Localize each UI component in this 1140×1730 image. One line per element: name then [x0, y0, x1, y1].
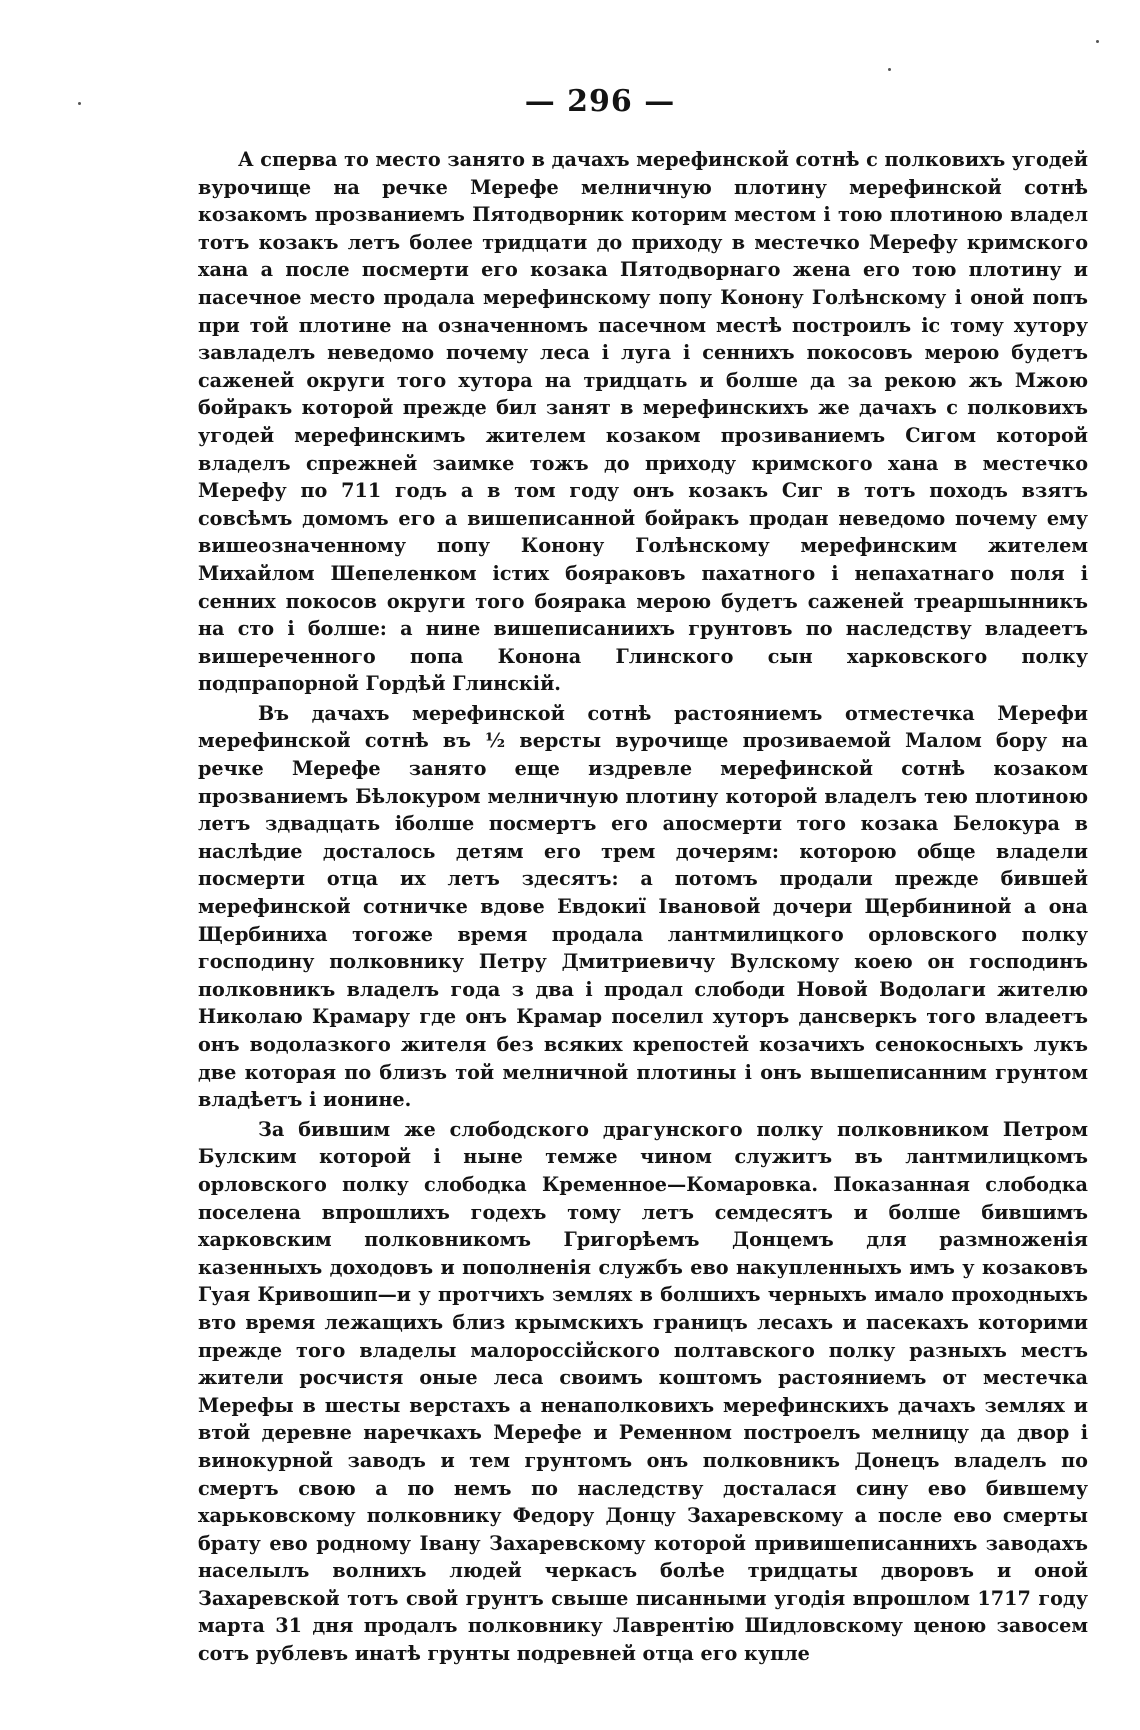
print-speck	[888, 68, 891, 71]
body-text	[198, 146, 1088, 1670]
paragraph-kremennoe-settlement: За бившим же слободского драгунского полку полковником Петром Булским которой і ныне темже чином служитъ въ лантмилицкомъ орловского полку слободка Кременное—Комаровка. Показанная слободка поселена впрошлихъ годехъ тому летъ семдесятъ и болше бившимъ харковским полковникомъ Григорѣемъ Донцемъ для размноженія казенныхъ доходовъ и пополненія службъ ево накупленныхъ имъ у козаковъ Гуая Кривошип—и у протчихъ землях в болшихъ черныхъ имало проходныхъ вто время лежащихъ близ крымскихъ границъ лесахъ и пасекахъ которими прежде того владелы малороссійского полтавского полку разныхъ местъ жители росчистя оные леса своимъ коштомъ растояниемъ от местечка Мерефы в шесты верстахъ а ненаполковихъ мерефинскихъ дачахъ землях и втой деревне наречкахъ Мерефе и Ременном построелъ мелницу да двор і винокурной заводъ и тем грунтомъ онъ полковникъ Донецъ владелъ по смертъ свою а по немъ по наследству досталася сину ево бившему харьковскому полковнику Федору Донцу Захаревскому а после ево смерты брату ево родному Івану Захаревскому которой привишеписаннихъ заводахъ населылъ волнихъ людей черкасъ болѣе тридцаты дворовъ и оной Захаревской тотъ свой грунтъ свыше писанными угодія впрошлом 1717 году марта 31 дня продалъ полковнику Лаврентію Шидловскому ценою завосем сотъ рублевъ инатѣ грунты подревней отца его купле	[198, 1117, 1088, 1666]
page-number: — 296 —	[524, 84, 676, 119]
paragraph-maly-bor-mill: Въ дачахъ мерефинской сотнѣ растояниемъ отместечка Мерефи мерефинской сотнѣ въ ½ версты вурочище прозиваемой Малом бору на речке Мерефе занято еще издревле мерефинской сотнѣ козаком прозваниемъ Бѣлокуром мелничную плотину которой владелъ тею плотиною летъ здвадцать іболше посмертъ его апосмерти того козака Белокура в наслѣдие досталось детям его трем дочерям: которою обще владели посмерти отца их летъ здесятъ: а потомъ продали прежде бившей мерефинской сотничке вдове Евдокиї Івановой дочери Щербининой а она Щербиниха тогоже время продала лантмилицкого орловского полку господину полковнику Петру Дмитриевичу Вулскому коею он господинъ полковникъ владелъ года з два і продал слободи Новой Водолаги жителю Николаю Крамару где онъ Крамар поселил хуторъ дансверкъ того владеетъ онъ водолазкого жителя без всяких крепостей козачихъ сенокосныхъ лукъ две которая по близъ той мелничной плотины і онъ вышеписанним грунтом владѣетъ і ионине.	[198, 701, 1088, 1112]
print-speck	[1096, 40, 1099, 43]
paragraph-merefa-mill-dam: А сперва то место занято в дачахъ мерефинской сотнѣ с полковихъ угодей вурочище на речке Мерефе мелничную плотину мерефинской сотнѣ козакомъ прозваниемъ Пятодворник которим местом і тою плотиною владел тотъ козакъ летъ более тридцати до приходу в местечко Мерефу кримского хана а после посмерти его козака Пятодворнаго жена его тою плотину и пасечное место продала мерефинскому попу Конону Голѣнскому і оной попъ при той плотине на означенномъ пасечном местѣ построилъ іс тому хутору завладелъ неведомо почему леса і луга і сенниxъ покосовъ мерою будетъ саженей округи того хутора на тридцать и болше да за рекою жъ Мжою бойракъ которой прежде бил занят в мерефинскихъ же дачахъ с полковихъ угодей мерефинскимъ жителем козаком прозиваниемъ Сигом которой владелъ спрежней заимке тожъ до приходу кримского хана в местечко Мерефу по 711 годъ а в том году онъ козакъ Сиг в тотъ походъ взятъ совсѣмъ домомъ его а вишеписанной бойракъ продан неведомо почему ему вишеозначенному попу Конону Голѣнскому мерефинским жителем Михайлом Шепеленком істих бояраковъ пахатного і непахатнаго поля і сенних покосов округи того боярака мерою будетъ саженей треаршынникъ на сто і болше: а нине вишеписаниихъ грунтовъ по наследству владеетъ вишереченного попа Конона Глинского сын харковского полку подпрапорной Гордѣй Глинскій.	[198, 148, 1088, 696]
